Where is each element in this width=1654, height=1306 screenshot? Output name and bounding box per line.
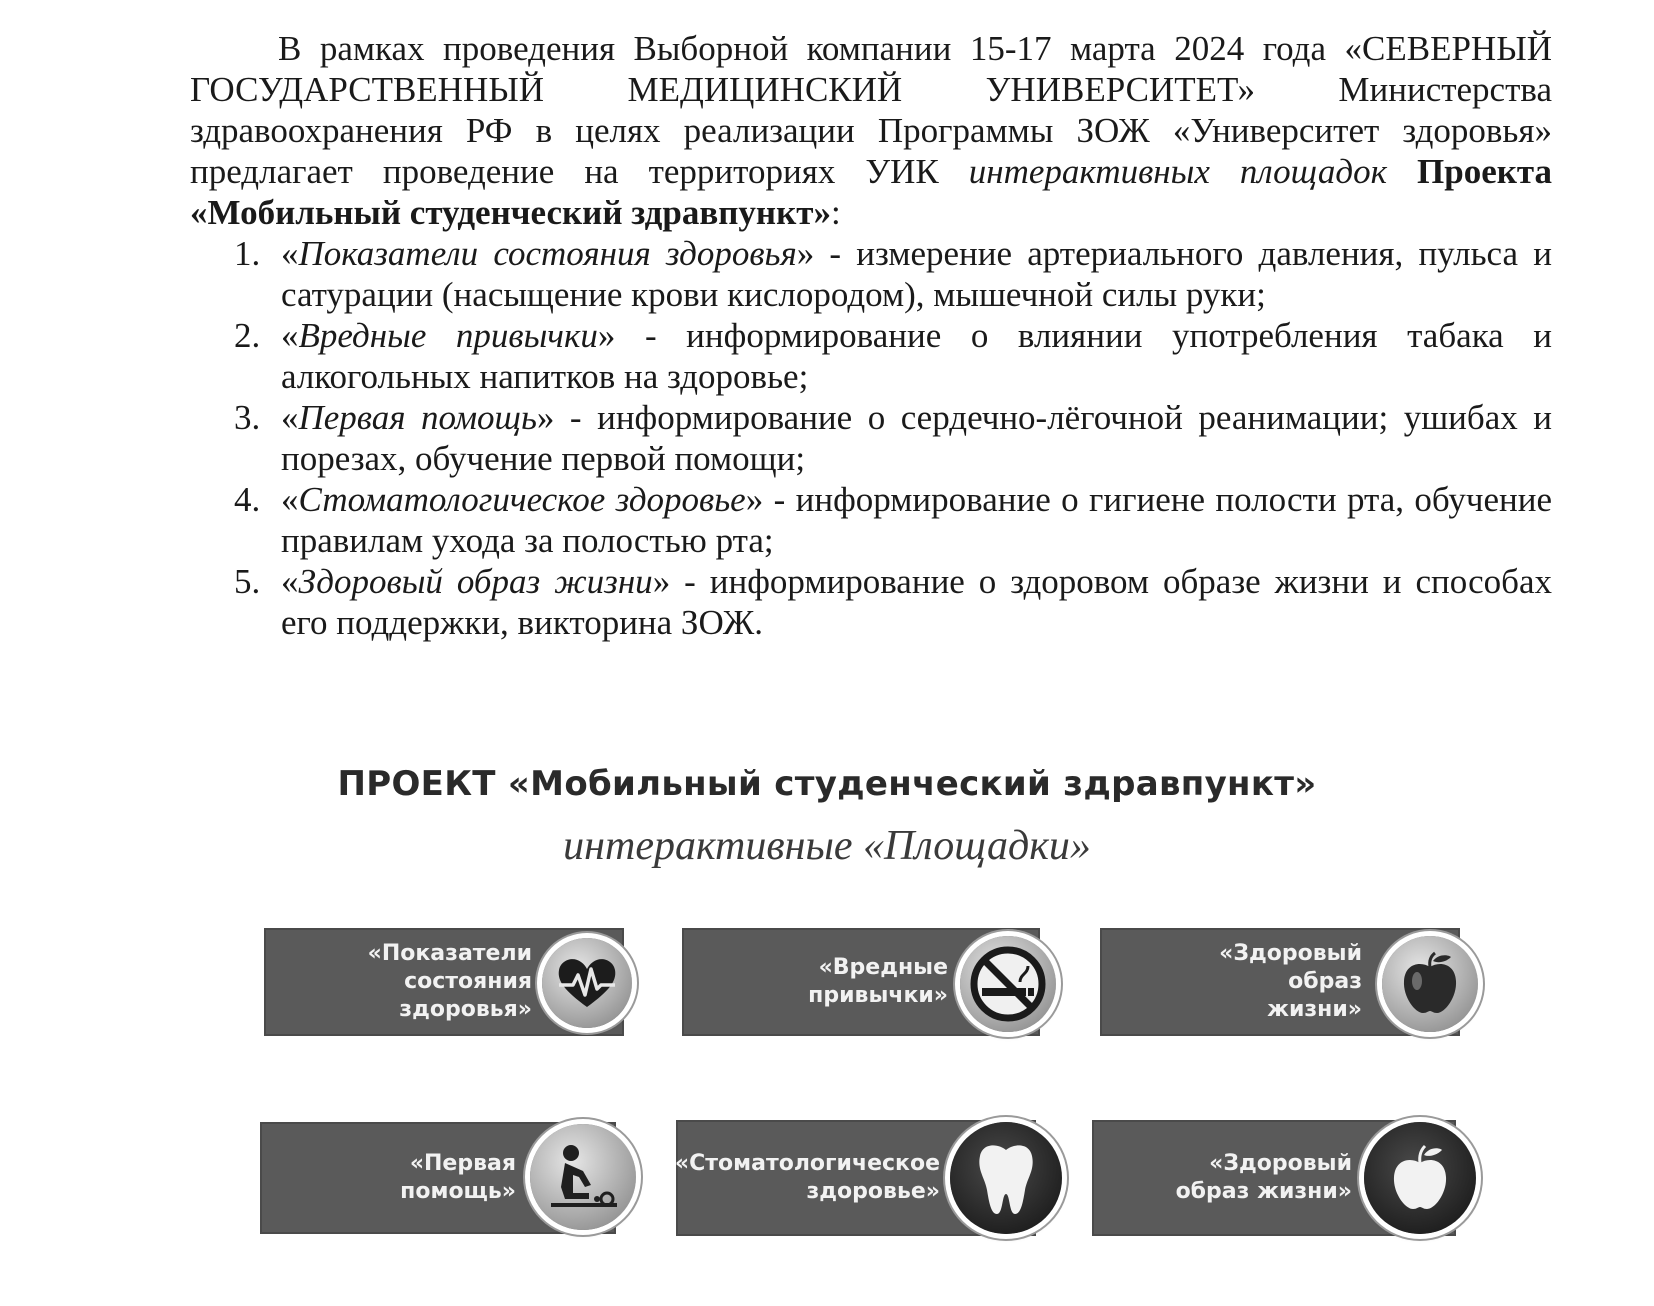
no-smoking-icon [960,936,1056,1032]
quote: « [281,234,299,273]
list-item [190,315,1552,397]
item-title: Показатели состояния здоровья [298,234,797,273]
item-number: 3. [234,398,261,437]
item-title: Здоровый образ жизни [298,562,653,601]
quote: » [745,480,764,519]
quote: » [597,316,616,355]
heart-pulse-icon [542,938,632,1028]
card-first-aid [260,1116,646,1240]
item-text: - информирование о гигиене полости рта, обучение правилам ухода за полостью рта; [281,480,1552,560]
quote: » [652,562,671,601]
item-number: 5. [234,562,261,601]
item-title: Вредные привычки [298,316,598,355]
item-title: Первая помощь [298,398,537,437]
activities-list [190,233,1552,643]
card-label: «Первая помощь» [400,1151,516,1204]
card-healthy-lifestyle-bottom [1092,1114,1482,1242]
quote: » [796,234,815,273]
apple-icon [1382,936,1478,1032]
cpr-icon [530,1124,636,1230]
list-item [190,397,1552,479]
quote: « [281,398,299,437]
list-item [190,479,1552,561]
intro-bold: Проекта «Мобильный студенческий здравпункт» [190,152,1553,232]
card-dental-health [676,1114,1068,1242]
project-subtitle: интерактивные «Площадки» [563,823,1091,869]
item-text: - информирование о здоровом образе жизни и способах его поддержки, викторина ЗОЖ. [281,562,1553,642]
quote: « [281,562,299,601]
item-text: - информирование о сердечно-лёгочной реанимации; ушибах и порезах, обучение первой помощи; [281,398,1552,478]
space [1387,152,1417,191]
item-text: - измерение артериального давления, пульса и сатурации (насыщение крови кислородом), мышечной силы руки; [281,234,1552,314]
item-number: 1. [234,234,261,273]
intro-italic: интерактивных площадок [968,152,1387,191]
apple-icon [1364,1122,1476,1234]
intro-paragraph [190,28,1552,233]
item-number: 4. [234,480,261,519]
list-item [190,561,1552,643]
intro-end: : [830,193,841,232]
quote: » [536,398,555,437]
tooth-icon [950,1122,1062,1234]
quote: « [281,480,299,519]
card-label: «Вредные привычки» [808,955,948,1008]
intro-text: В рамках проведения Выборной компании 15-17 марта 2024 года «СЕВЕРНЫЙ ГОСУДАРСТВЕННЫЙ МЕДИЦИНСКИЙ УНИВЕРСИТЕТ» Министерства здравоохранения РФ в целях реализации Программы ЗОЖ «Университет здоровья» предлагает проведение на территориях УИК [190,29,1552,191]
item-title: Стоматологическое здоровье [298,480,746,519]
quote: « [281,316,299,355]
card-label: «Показатели состояния здоровья» [367,941,532,1022]
item-number: 2. [234,316,261,355]
project-title: ПРОЕКТ «Мобильный студенческий здравпункт» [337,764,1317,804]
card-label: «Здоровый образ жизни» [1175,1151,1352,1204]
list-item [190,233,1552,315]
card-label: «Здоровый образ жизни» [1219,941,1362,1022]
card-health-indicators [264,928,644,1036]
card-label: «Стоматологическое здоровье» [674,1151,940,1204]
document-body [190,28,1552,643]
item-text: - информирование о влиянии употребления табака и алкогольных напитков на здоровье; [281,316,1552,396]
card-bad-habits [682,928,1066,1036]
card-healthy-lifestyle-top [1100,928,1486,1036]
